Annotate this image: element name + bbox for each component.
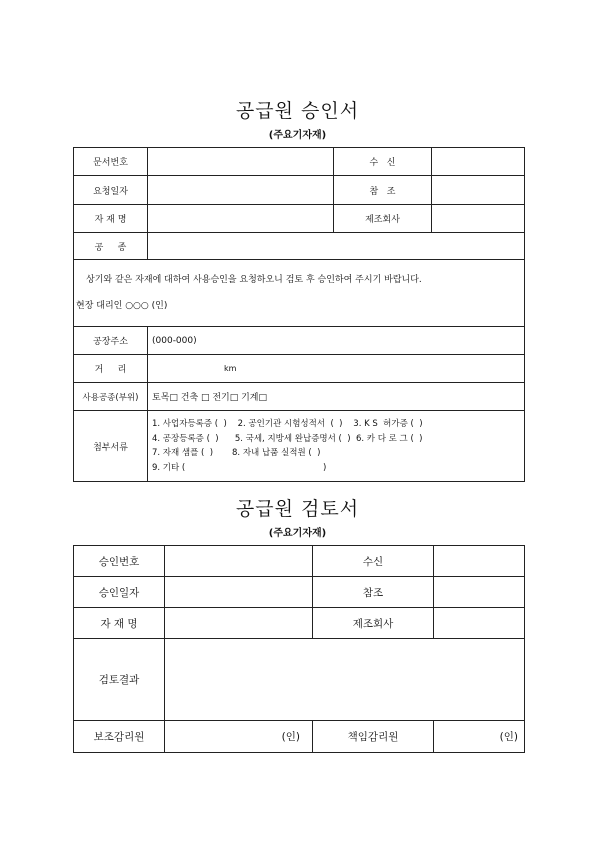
- work-type-label: 공 종: [74, 233, 148, 260]
- request-date-label: 요청일자: [74, 176, 148, 205]
- chief-seal[interactable]: (인): [434, 721, 525, 753]
- maker-field[interactable]: [432, 205, 525, 233]
- work-type-field[interactable]: [148, 233, 525, 260]
- approval-form-table: [73, 147, 525, 482]
- doc-no-label: 문서번호: [74, 148, 148, 176]
- form1-subtitle: (주요기자재): [268, 130, 327, 141]
- request-date-field[interactable]: [148, 176, 334, 205]
- request-statement: [74, 260, 525, 327]
- approval-no-field[interactable]: [165, 546, 313, 577]
- ref-field[interactable]: [432, 176, 525, 205]
- review-maker-label: 제조회사: [313, 608, 434, 639]
- review-to-field[interactable]: [434, 546, 525, 577]
- distance-label: 거 리: [74, 355, 148, 383]
- attach-label: 첨부서류: [74, 411, 148, 482]
- assistant-seal[interactable]: (인): [165, 721, 313, 753]
- review-to-label: 수신: [313, 546, 434, 577]
- distance-field[interactable]: [148, 355, 525, 383]
- maker-label: 제조회사: [334, 205, 432, 233]
- approval-date-label: 승인일자: [74, 577, 165, 608]
- attach-line: 1. 사업자등록증 ( ) 2. 공인기관 시험성적서 ( ) 3. K S 허가증 ( ): [152, 419, 423, 429]
- form2-title: 공급원 검토서: [235, 498, 360, 520]
- review-ref-label: 참조: [313, 577, 434, 608]
- usage-field[interactable]: 토목□ 건축 □ 전기□ 기계□: [148, 383, 525, 411]
- to-label: 수 신: [334, 148, 432, 176]
- factory-addr-field[interactable]: (000-000): [148, 327, 525, 355]
- doc-no-field[interactable]: [148, 148, 334, 176]
- material-field[interactable]: [148, 205, 334, 233]
- review-form: [73, 545, 525, 753]
- attach-line: 4. 공장등록증 ( ) 5. 국세, 지방세 완납증명서 ( ) 6. 카 다 로 그 ( ): [152, 433, 423, 444]
- review-material-label: 자 재 명: [74, 608, 165, 639]
- approval-no-label: 승인번호: [74, 546, 165, 577]
- form2-subtitle: (주요기자재): [268, 528, 327, 539]
- review-result-field[interactable]: [165, 639, 525, 721]
- attach-line: 9. 기타 ( ): [152, 462, 327, 473]
- attach-list: [148, 411, 525, 482]
- approval-date-field[interactable]: [165, 577, 313, 608]
- request-text: 상기와 같은 자재에 대하여 사용승인을 요청하오니 검토 후 승인하여 주시기 바랍니다.: [86, 275, 422, 285]
- form1-title: 공급원 승인서: [235, 100, 360, 122]
- material-label: 자 재 명: [74, 205, 148, 233]
- review-ref-field[interactable]: [434, 577, 525, 608]
- chief-supervisor-label: 책임감리원: [313, 721, 434, 753]
- factory-addr-label: 공장주소: [74, 327, 148, 355]
- usage-label: 사용공종(부위): [74, 383, 148, 411]
- ref-label: 참 조: [334, 176, 432, 205]
- attach-line: 7. 자재 샘플 ( ) 8. 자내 납품 실적원 ( ): [152, 448, 321, 458]
- review-material-field[interactable]: [165, 608, 313, 639]
- assistant-supervisor-label: 보조감리원: [74, 721, 165, 753]
- distance-unit: km: [224, 363, 237, 373]
- review-result-label: 검토결과: [74, 639, 165, 721]
- to-field[interactable]: [432, 148, 525, 176]
- review-maker-field[interactable]: [434, 608, 525, 639]
- signer-text: 현장 대리인 ○○○ (인): [76, 301, 168, 311]
